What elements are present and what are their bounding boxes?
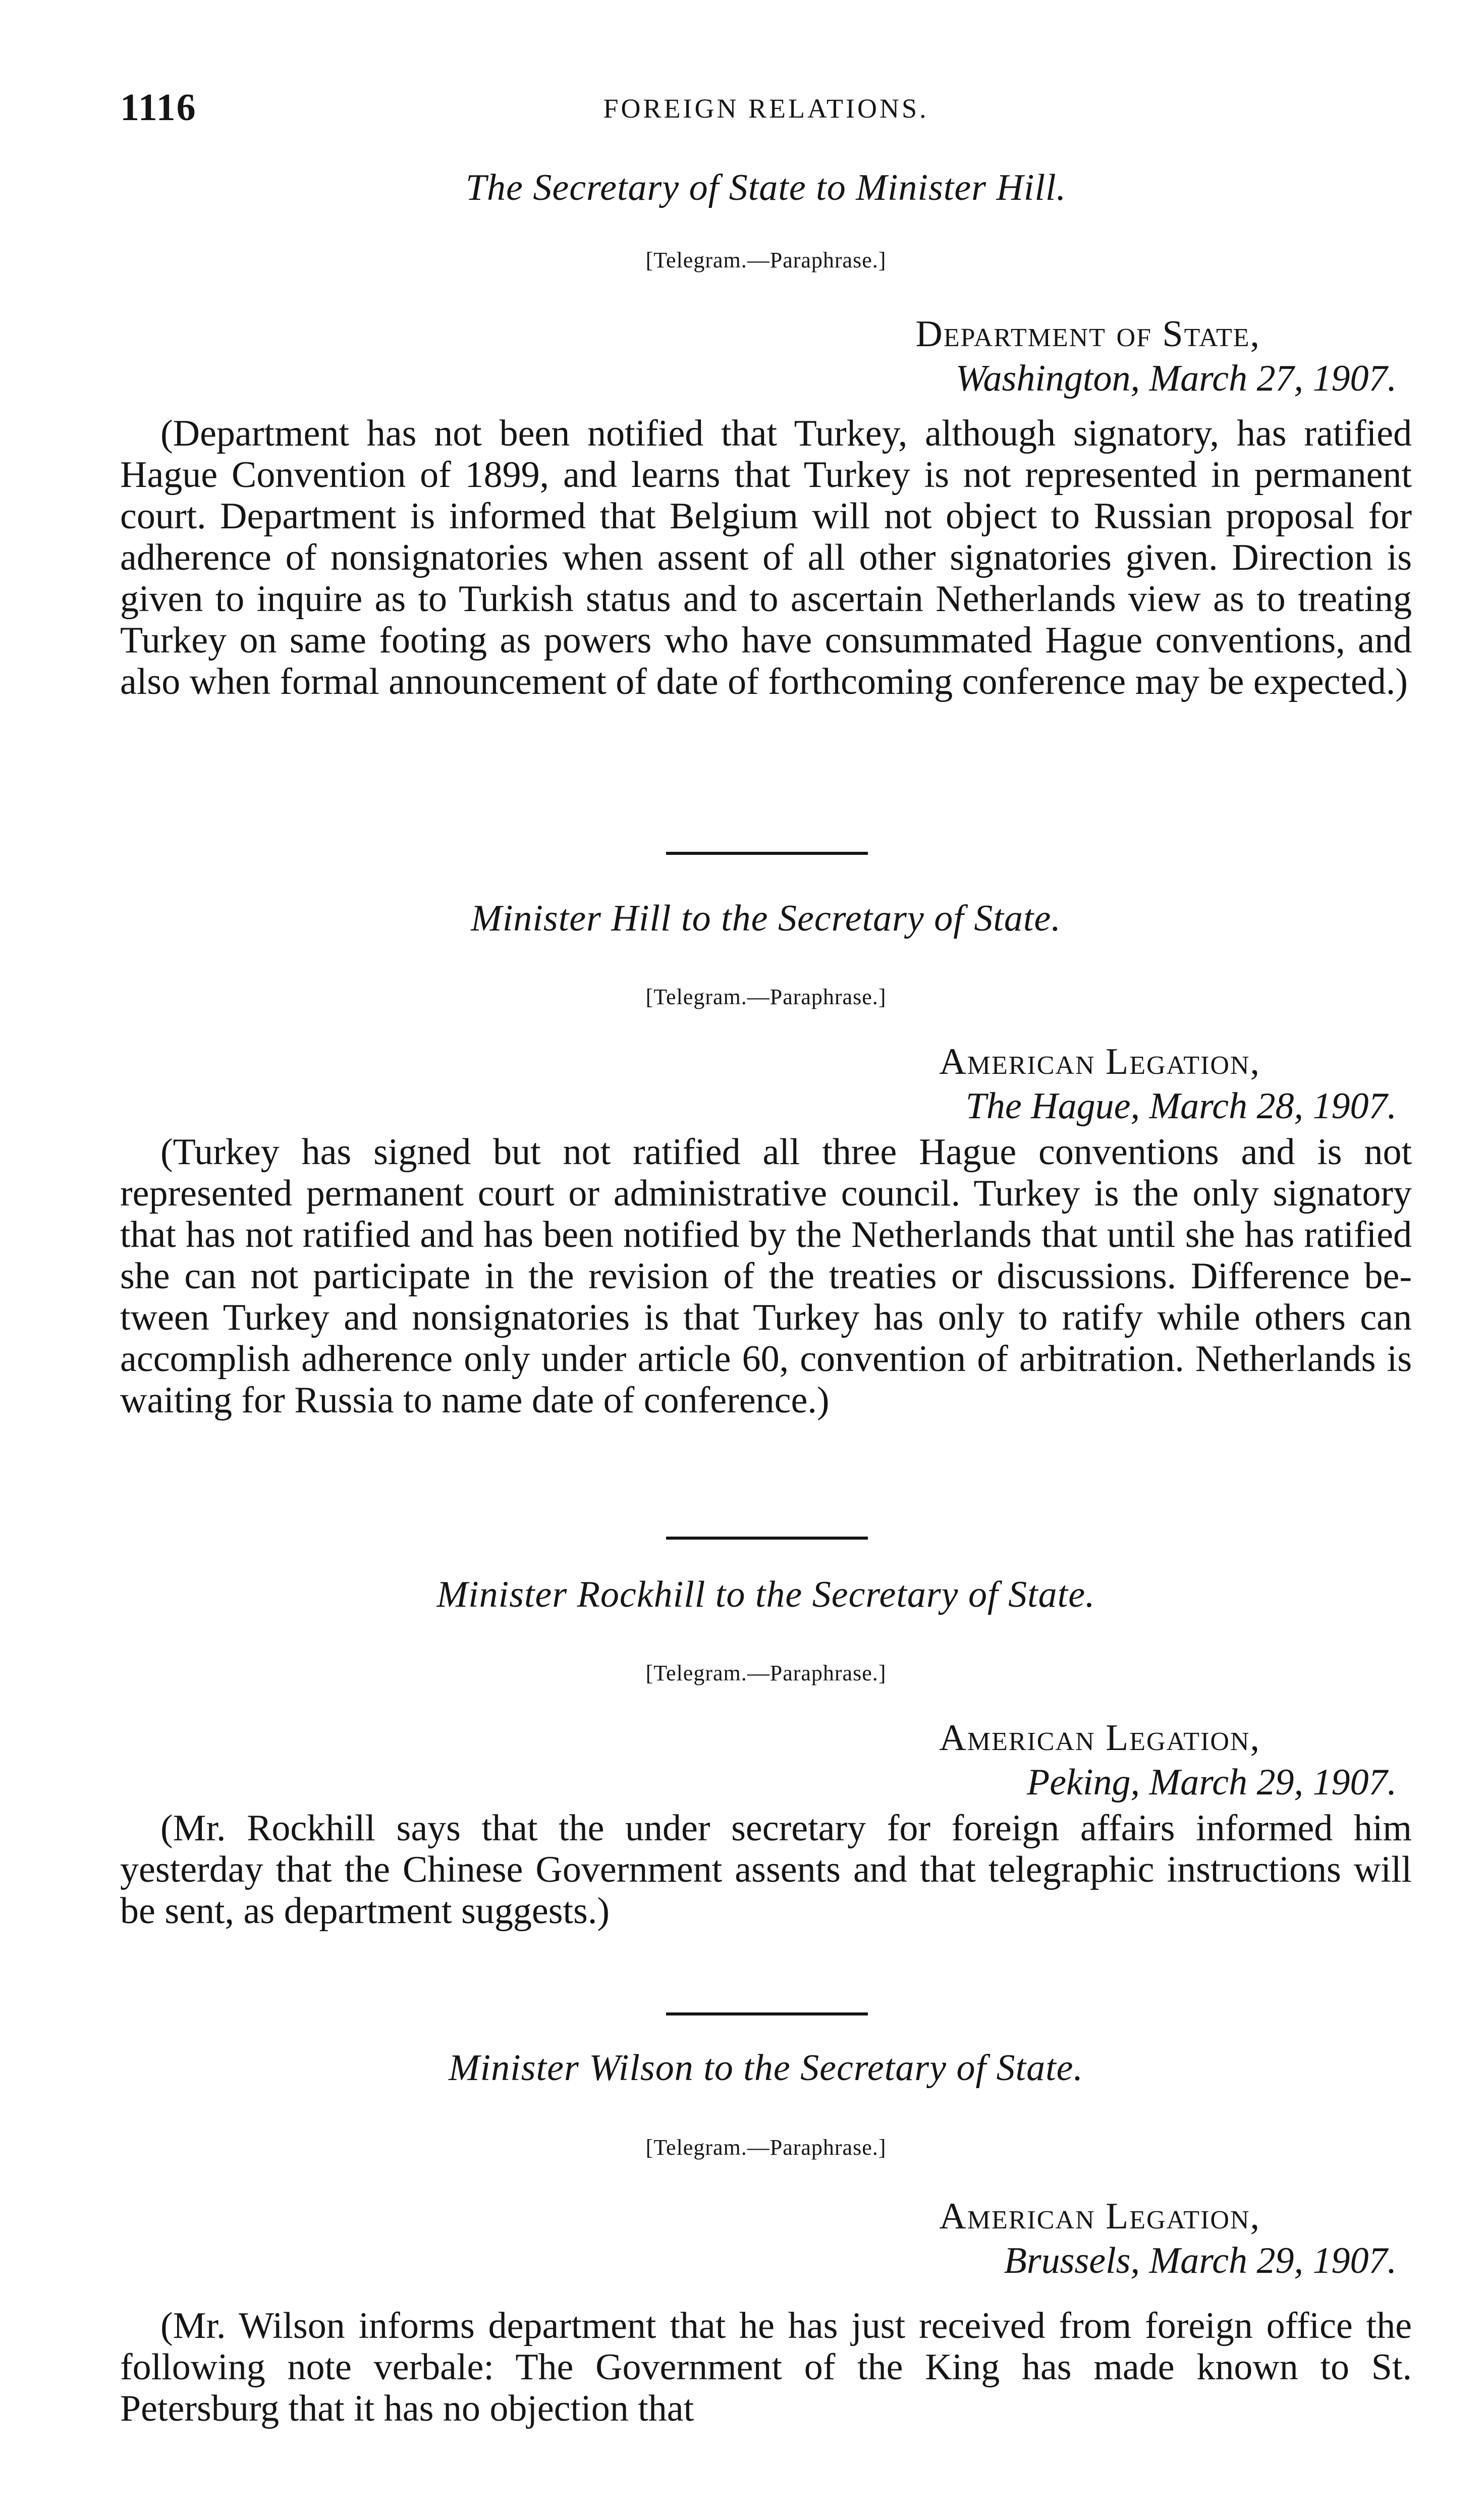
entry-3-telegram-note: [Telegram.—Paraphrase.] [645, 1661, 887, 1685]
entry-1-heading: The Secretary of State to Minister Hill. [465, 167, 1067, 208]
entry-2-dateline [120, 1040, 1397, 1128]
entry-2-heading: Minister Hill to the Secretary of State. [471, 898, 1061, 939]
entry-4-telegram-note: [Telegram.—Paraphrase.] [645, 2135, 887, 2160]
entry-1-telegram-note: [Telegram.—Paraphrase.] [645, 248, 887, 272]
entry-3-body: (Mr. Rockhill says that the under secretary for foreign affairs informed him yesterday that the Chinese Government assents and that telegraphic instructions will be sent, as department suggests.) [120, 1808, 1412, 1932]
page-number: 1116 [120, 86, 197, 129]
entry-1-place-date: Washington, March 27, 1907. [955, 358, 1397, 399]
entry-2-body: (Turkey has signed but not ratified all three Hague conventions and is not represented permanent court or administrative council. Turkey is the only signatory that has not ratified and has been notified by the Netherlands that until she has ratified she can not participate in the revision of the treaties or discussions. Difference between Turkey and nonsignatories is that Turkey has only to ratify while others can accomplish adherence only under article 60, convention of arbitration. Netherlands is waiting for Russia to name date of conference.) [120, 1131, 1412, 1421]
entry-2-sender-office: American Legation, [939, 1041, 1260, 1082]
entry-3-place-date: Peking, March 29, 1907. [1027, 1762, 1397, 1803]
running-head [120, 86, 1412, 131]
entry-3-dateline [120, 1716, 1397, 1805]
section-divider [666, 1537, 868, 1540]
running-title: FOREIGN RELATIONS. [603, 93, 929, 124]
entry-3-sender-office: American Legation, [939, 1717, 1260, 1759]
section-divider [666, 852, 868, 855]
entry-1-dateline [120, 312, 1397, 401]
entry-4-place-date: Brussels, March 29, 1907. [1004, 2240, 1397, 2281]
entry-2-telegram-note: [Telegram.—Paraphrase.] [645, 985, 887, 1009]
entry-4-heading: Minister Wilson to the Secretary of State. [448, 2047, 1083, 2089]
entry-1-sender-office: Department of State, [915, 313, 1260, 355]
entry-2-place-date: The Hague, March 28, 1907. [965, 1085, 1397, 1127]
entry-4-sender-office: American Legation, [939, 2196, 1260, 2237]
section-divider [666, 2012, 868, 2015]
entry-4-body: (Mr. Wilson informs department that he has just received from foreign office the following note verbale: The Government of the King has made known to St. Petersburg that it has no objection that [120, 2305, 1412, 2429]
entry-3-heading: Minister Rockhill to the Secretary of State. [436, 1574, 1095, 1615]
entry-4-dateline [120, 2194, 1397, 2283]
entry-1-body: (Department has not been notified that Turkey, although signatory, has ratified Hague Convention of 1899, and learns that Turkey is not represented in permanent court. Department is informed that Belgium will not object to Russian proposal for adherence of nonsignatories when assent of all other signatories given. Direction is given to inquire as to Turkish status and to ascertain Netherlands view as to treating Turkey on same footing as powers who have consummated Hague conventions, and also when formal announcement of date of forthcoming conference may be expected.) [120, 413, 1412, 702]
